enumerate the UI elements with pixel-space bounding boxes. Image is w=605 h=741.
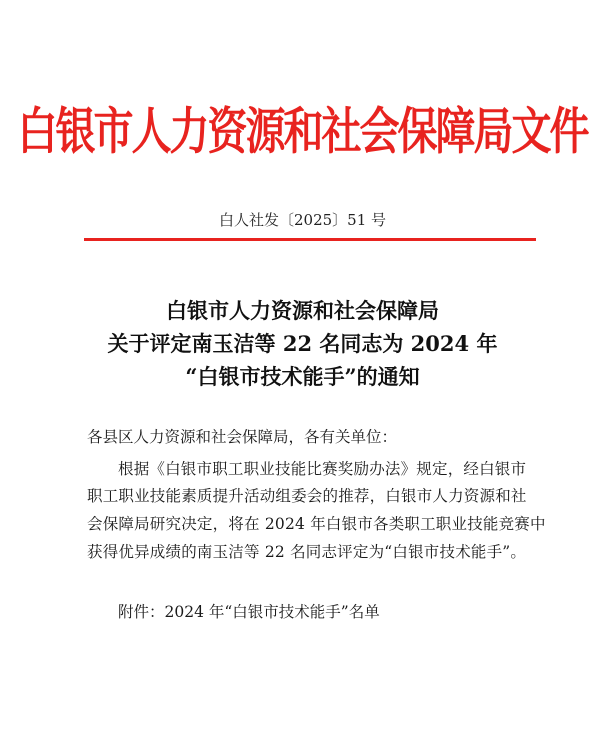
notice-title-line-1: 白银市人力资源和社会保障局 — [166, 298, 439, 323]
notice-title-line-3: “白银市技术能手”的通知 — [185, 364, 420, 389]
body-paragraph-line: 根据《白银市职工职业技能比赛奖励办法》规定，经白银市 — [118, 460, 527, 478]
notice-title-line-2: 关于评定南玉洁等 22 名同志为 2024 年 — [107, 331, 498, 356]
red-divider-line — [84, 238, 536, 241]
document-number: 白人社发〔2025〕51 号 — [218, 211, 387, 229]
body-paragraph-line: 获得优异成绩的南玉洁等 22 名同志评定为“白银市技术能手”。 — [87, 543, 527, 561]
salutation: 各县区人力资源和社会保障局，各有关单位： — [87, 428, 398, 446]
body-paragraph-line: 会保障局研究决定，将在 2024 年白银市各类职工职业技能竞赛中 — [87, 515, 546, 533]
body-paragraph-line: 职工职业技能素质提升活动组委会的推荐，白银市人力资源和社 — [87, 487, 527, 505]
red-header-title: 白银市人力资源和社会保障局文件 — [17, 102, 588, 161]
attachment-line: 附件：2024 年“白银市技术能手”名单 — [118, 603, 380, 621]
